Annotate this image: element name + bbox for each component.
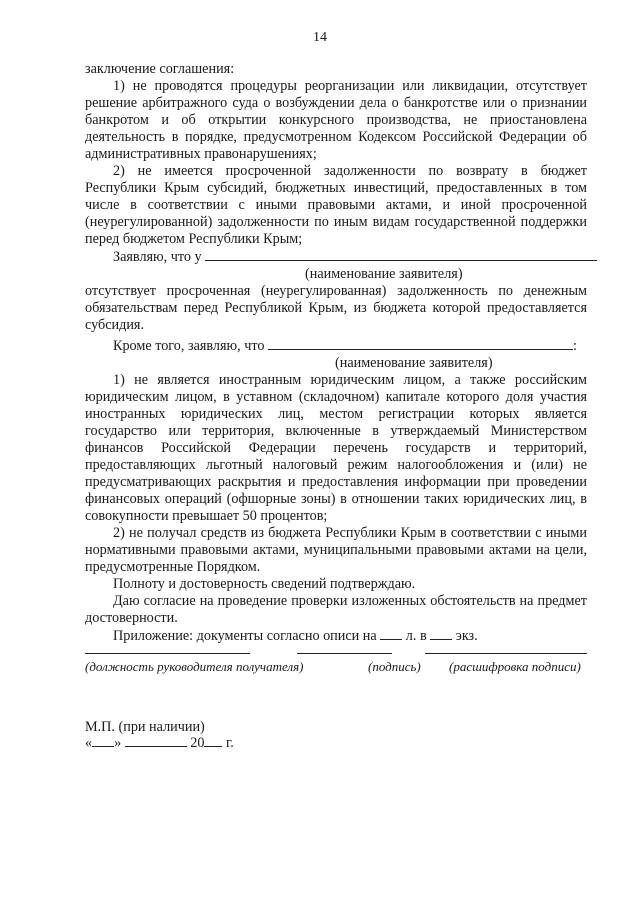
year-field[interactable]	[204, 734, 222, 747]
confirmation-text: Полноту и достоверность сведений подтверждаю.	[113, 576, 416, 592]
attachment-mid: л. в	[405, 628, 427, 644]
day-field[interactable]	[92, 734, 114, 747]
copies-count-field[interactable]	[430, 627, 452, 640]
year-prefix: 20	[190, 735, 205, 751]
condition-item-3: 1) не является иностранным юридическим лицом, а также российским юридическим лицом, в уставном (складочном) капитале которого доля участия иностранных юридических лиц, местом регистрации которых является государство или территория, включенные в утверждаемый Министерством финансов Российской Федерации перечень государств и территорий, предоставляющих льготный налоговый режим налогообложения и (или) не предусматривающих раскрытия и предоставления информации при проведении финансовых операций (офшорные зоны) в отношении таких юридических лиц, в совокупности превышает 50 процентов;	[85, 372, 587, 524]
condition-item-1: 1) не проводятся процедуры реорганизации или ликвидации, отсутствует решение арбитражного суда о возбуждении дела о банкротстве или о признании банкротом и об открытии конкурсного производства, не приостановлена деятельность в порядке, предусмотренном Кодексом Российской Федерации об административных правонарушениях;	[85, 78, 587, 162]
declaration-2-suffix: :	[573, 338, 577, 354]
condition-item-2: 2) не имеется просроченной задолженности по возврату в бюджет Республики Крым субсидий, бюджетных инвестиций, предоставленных в том числе в соответствии с иными правовыми актами, и иной просроченной (неурегулированной) задолженности по иным видам государственной поддержки перед бюджетом Республики Крым;	[85, 163, 587, 247]
sheets-count-field[interactable]	[380, 627, 402, 640]
intro-text: заключение соглашения:	[85, 61, 235, 77]
date-open-quote: «	[85, 735, 93, 751]
stamp-place: М.П. (при наличии)	[85, 719, 205, 735]
attachment-prefix: Приложение: документы согласно описи на	[113, 628, 377, 644]
page-number: 14	[313, 30, 327, 45]
date-close-quote: »	[114, 735, 122, 751]
date-line	[85, 734, 234, 752]
applicant-name-field-1[interactable]	[205, 248, 597, 261]
signature-lines	[85, 641, 587, 657]
decoding-caption: (расшифровка подписи)	[449, 659, 581, 674]
applicant-name-field-2[interactable]	[268, 337, 573, 350]
declaration-1-text: отсутствует просроченная (неурегулированная) задолженность по денежным обязательствам перед Республикой Крым, из бюджета которой предоставляется субсидия.	[85, 283, 587, 333]
declaration-1-prefix: Заявляю, что у	[113, 249, 202, 265]
year-suffix: г.	[226, 735, 234, 751]
decoding-field[interactable]	[425, 653, 587, 654]
position-field[interactable]	[85, 653, 250, 654]
signature-block	[85, 641, 587, 677]
condition-item-4: 2) не получал средств из бюджета Республики Крым в соответствии с иными нормативными правовыми актами, муниципальными правовыми актами на цели, предусмотренные Порядком.	[85, 525, 587, 575]
declaration-2-prefix: Кроме того, заявляю, что	[113, 338, 265, 354]
signature-caption: (подпись)	[368, 659, 421, 674]
declaration-1-line	[85, 248, 587, 266]
attachment-suffix: экз.	[455, 628, 478, 644]
consent-text: Даю согласие на проведение проверки изложенных обстоятельств на предмет достоверности.	[85, 593, 587, 626]
applicant-caption-1: (наименование заявителя)	[305, 266, 463, 282]
month-field[interactable]	[125, 734, 187, 747]
applicant-caption-2: (наименование заявителя)	[335, 355, 493, 371]
signature-captions	[85, 659, 587, 677]
signature-field[interactable]	[297, 653, 392, 654]
declaration-2-line	[85, 337, 587, 355]
position-caption: (должность руководителя получателя)	[85, 659, 304, 674]
document-body	[85, 61, 587, 645]
